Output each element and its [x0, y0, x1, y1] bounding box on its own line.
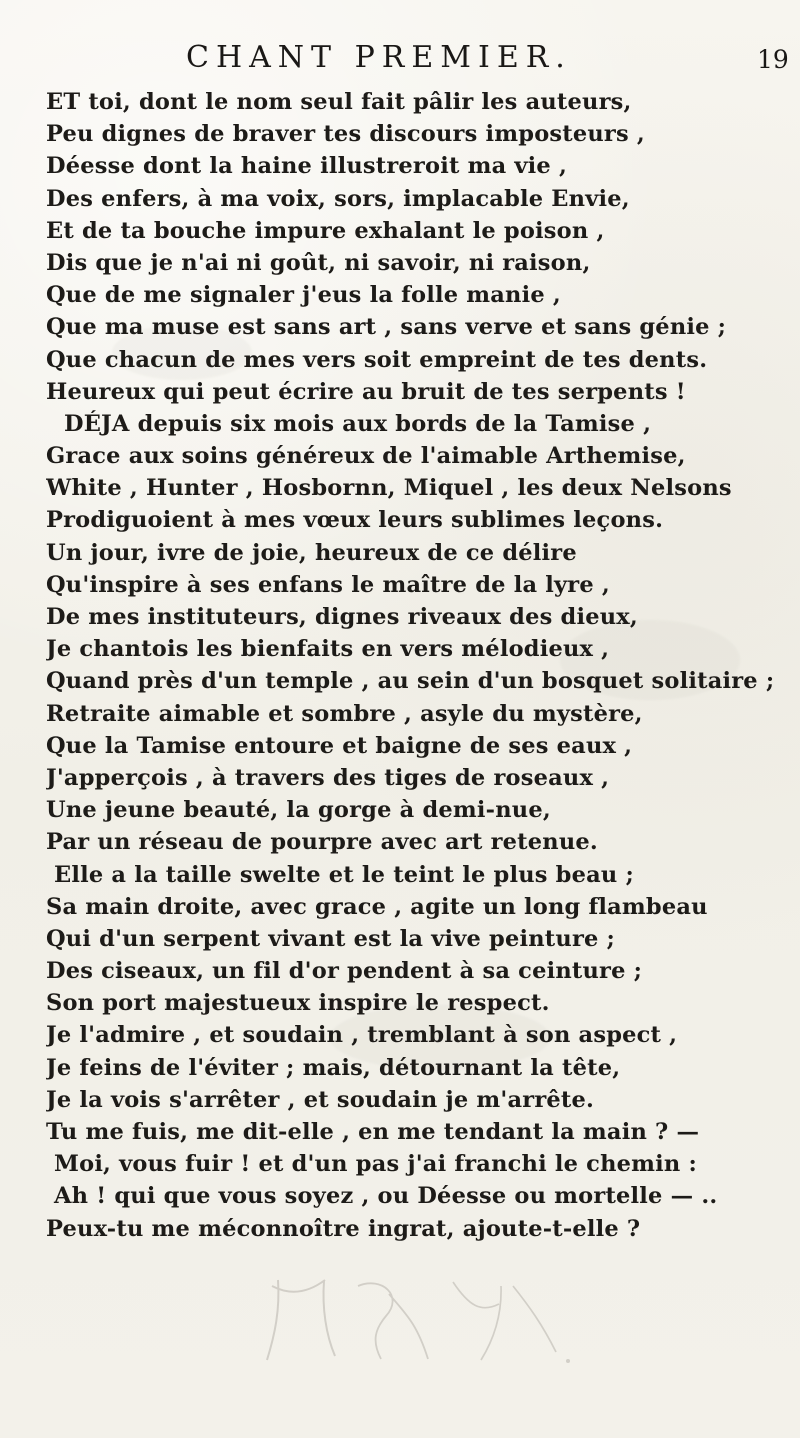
poem-line-35: Ah ! qui que vous soyez , ou Déesse ou mortelle — .. [54, 1183, 718, 1210]
poem-line-36: Peux-tu me méconnoître ingrat, ajoute-t-elle ? [46, 1215, 641, 1242]
poem-line-7: Que de me signaler j'eus la folle manie , [46, 282, 561, 309]
poem-line-9: Que chacun de mes vers soit empreint de tes dents. [46, 346, 708, 373]
poem-line-15: Un jour, ivre de joie, heureux de ce délire [46, 539, 577, 566]
poem-line-24: Par un réseau de pourpre avec art retenue. [46, 829, 598, 856]
poem-line-16: Qu'inspire à ses enfans le maître de la lyre , [46, 571, 610, 598]
poem-line-11: DÉJA depuis six mois aux bords de la Tamise , [64, 410, 652, 437]
poem-line-28: Des ciseaux, un fil d'or pendent à sa ceinture ; [46, 958, 643, 985]
poem-line-2: Peu dignes de braver tes discours imposteurs , [46, 121, 645, 148]
poem-line-4: Des enfers, à ma voix, sors, implacable Envie, [46, 185, 630, 212]
poem-line-23: Une jeune beauté, la gorge à demi-nue, [46, 797, 551, 824]
poem-line-18: Je chantois les bienfaits en vers mélodieux , [46, 636, 610, 663]
poem-line-32: Je la vois s'arrêter , et soudain je m'arrête. [46, 1086, 595, 1113]
poem-line-22: J'apperçois , à travers des tiges de roseaux , [46, 764, 610, 791]
poem-line-20: Retraite aimable et sombre , asyle du mystère, [46, 700, 643, 727]
poem-line-3: Déesse dont la haine illustreroit ma vie , [46, 153, 567, 180]
page-header [0, 40, 800, 83]
poem-line-1: ET toi, dont le nom seul fait pâlir les auteurs, [46, 89, 632, 115]
page-number: 19 [757, 45, 789, 74]
poem-line-27: Qui d'un serpent vivant est la vive peinture ; [46, 925, 616, 952]
show-through-marks [250, 1268, 580, 1378]
poem-line-29: Son port majestueux inspire le respect. [46, 990, 550, 1017]
poem-line-10: Heureux qui peut écrire au bruit de tes serpents ! [46, 378, 686, 405]
poem-line-31: Je feins de l'éviter ; mais, détournant la tête, [46, 1054, 621, 1081]
poem-line-19: Quand près d'un temple , au sein d'un bosquet solitaire ; [46, 668, 775, 695]
poem-line-17: De mes instituteurs, dignes riveaux des dieux, [46, 604, 638, 630]
poem-line-8: Que ma muse est sans art , sans verve et sans génie ; [46, 314, 727, 341]
poem-line-26: Sa main droite, avec grace , agite un long flambeau [46, 893, 708, 920]
poem-text [46, 86, 776, 1245]
poem-line-34: Moi, vous fuir ! et d'un pas j'ai franchi le chemin : [54, 1151, 697, 1178]
poem-line-14: Prodiguoient à mes vœux leurs sublimes leçons. [46, 507, 664, 534]
poem-line-5: Et de ta bouche impure exhalant le poison , [46, 217, 605, 244]
poem-line-30: Je l'admire , et soudain , tremblant à son aspect , [46, 1022, 678, 1049]
running-title: CHANT PREMIER. [186, 40, 572, 75]
poem-line-33: Tu me fuis, me dit-elle , en me tendant la main ? — [46, 1119, 700, 1145]
poem-line-6: Dis que je n'ai ni goût, ni savoir, ni raison, [46, 249, 591, 276]
poem-line-12: Grace aux soins généreux de l'aimable Arthemise, [46, 443, 686, 470]
poem-line-21: Que la Tamise entoure et baigne de ses eaux , [46, 732, 633, 759]
poem-line-25: Elle a la taille swelte et le teint le plus beau ; [54, 861, 635, 888]
poem-line-13: White , Hunter , Hosbornn, Miquel , les deux Nelsons [46, 475, 732, 502]
